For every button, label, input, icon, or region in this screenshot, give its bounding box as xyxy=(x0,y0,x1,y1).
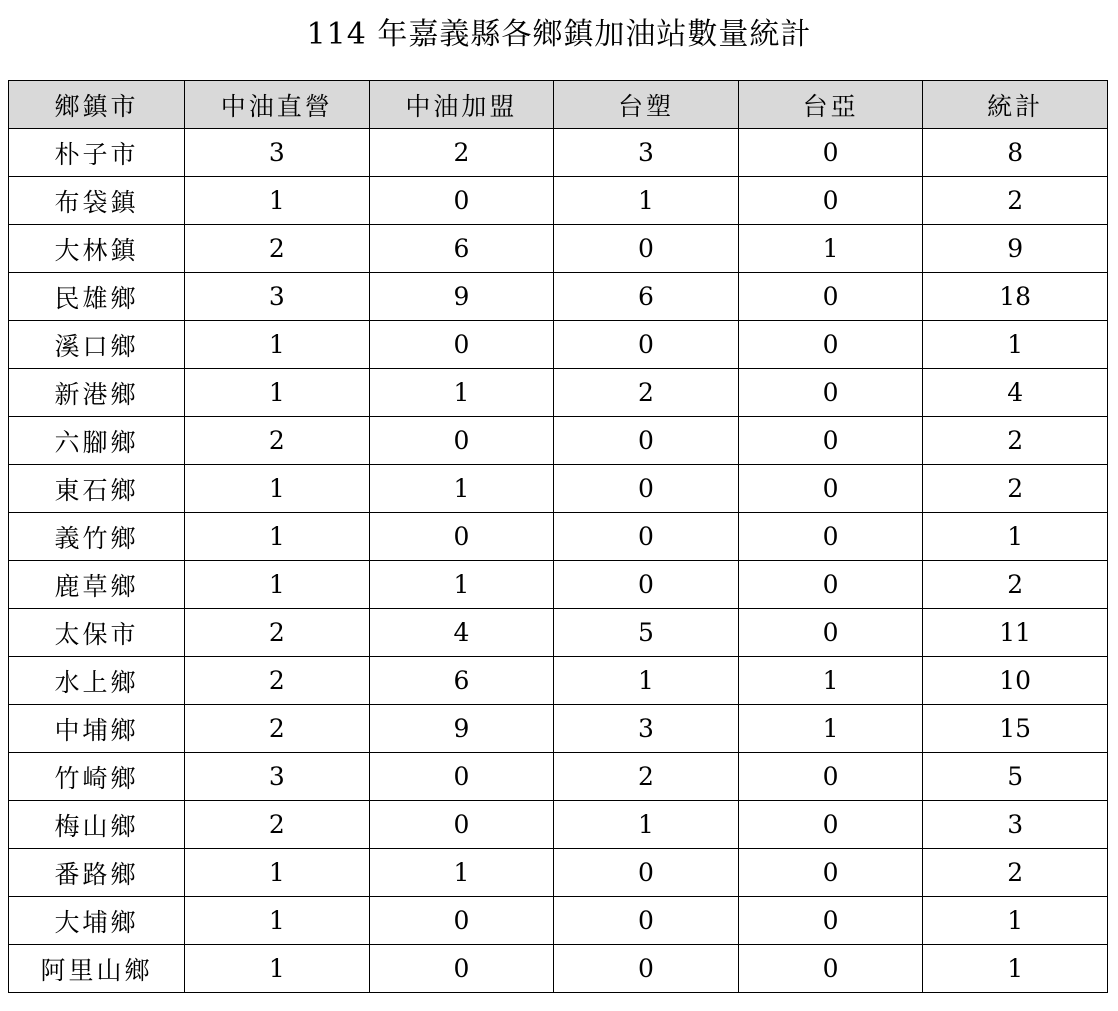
cell-nptc: 0 xyxy=(738,369,923,417)
cell-total: 2 xyxy=(923,849,1108,897)
cell-township: 大林鎮 xyxy=(9,225,185,273)
cell-cpc-franchise: 6 xyxy=(369,657,554,705)
cell-total: 1 xyxy=(923,897,1108,945)
table-row xyxy=(9,849,1108,897)
cell-nptc: 0 xyxy=(738,513,923,561)
cell-formosa: 0 xyxy=(554,945,739,993)
cell-nptc: 0 xyxy=(738,417,923,465)
cell-total: 10 xyxy=(923,657,1108,705)
cell-cpc-franchise: 9 xyxy=(369,273,554,321)
cell-formosa: 2 xyxy=(554,369,739,417)
table-row xyxy=(9,177,1108,225)
cell-nptc: 1 xyxy=(738,225,923,273)
cell-cpc-franchise: 1 xyxy=(369,849,554,897)
cell-cpc-direct: 1 xyxy=(185,177,370,225)
cell-formosa: 0 xyxy=(554,465,739,513)
table-row xyxy=(9,945,1108,993)
cell-cpc-direct: 2 xyxy=(185,801,370,849)
cell-township: 水上鄉 xyxy=(9,657,185,705)
cell-nptc: 0 xyxy=(738,273,923,321)
cell-township: 新港鄉 xyxy=(9,369,185,417)
cell-formosa: 0 xyxy=(554,561,739,609)
table-row xyxy=(9,897,1108,945)
cell-cpc-direct: 1 xyxy=(185,321,370,369)
table-row xyxy=(9,753,1108,801)
table-row xyxy=(9,561,1108,609)
cell-cpc-franchise: 0 xyxy=(369,321,554,369)
cell-township: 義竹鄉 xyxy=(9,513,185,561)
table-header xyxy=(9,81,1108,129)
cell-formosa: 0 xyxy=(554,417,739,465)
cell-formosa: 0 xyxy=(554,225,739,273)
cell-total: 11 xyxy=(923,609,1108,657)
table-row xyxy=(9,417,1108,465)
header-total: 統計 xyxy=(923,81,1108,129)
cell-total: 15 xyxy=(923,705,1108,753)
cell-nptc: 0 xyxy=(738,609,923,657)
cell-township: 朴子市 xyxy=(9,129,185,177)
cell-cpc-direct: 1 xyxy=(185,945,370,993)
cell-township: 梅山鄉 xyxy=(9,801,185,849)
cell-township: 太保市 xyxy=(9,609,185,657)
cell-total: 1 xyxy=(923,945,1108,993)
cell-cpc-direct: 3 xyxy=(185,129,370,177)
table-row xyxy=(9,369,1108,417)
cell-total: 5 xyxy=(923,753,1108,801)
table-body xyxy=(9,129,1108,993)
cell-total: 1 xyxy=(923,513,1108,561)
cell-total: 18 xyxy=(923,273,1108,321)
cell-cpc-direct: 2 xyxy=(185,705,370,753)
cell-cpc-franchise: 0 xyxy=(369,513,554,561)
cell-total: 4 xyxy=(923,369,1108,417)
cell-formosa: 1 xyxy=(554,801,739,849)
cell-nptc: 0 xyxy=(738,849,923,897)
cell-township: 布袋鎮 xyxy=(9,177,185,225)
cell-nptc: 0 xyxy=(738,129,923,177)
header-nptc: 台亞 xyxy=(738,81,923,129)
table-row xyxy=(9,129,1108,177)
table-row xyxy=(9,465,1108,513)
header-cpc-direct: 中油直營 xyxy=(185,81,370,129)
cell-formosa: 0 xyxy=(554,897,739,945)
cell-township: 大埔鄉 xyxy=(9,897,185,945)
cell-cpc-direct: 2 xyxy=(185,225,370,273)
cell-total: 2 xyxy=(923,561,1108,609)
table-row xyxy=(9,513,1108,561)
cell-cpc-franchise: 0 xyxy=(369,897,554,945)
cell-township: 溪口鄉 xyxy=(9,321,185,369)
cell-cpc-franchise: 2 xyxy=(369,129,554,177)
table-row xyxy=(9,801,1108,849)
cell-cpc-franchise: 1 xyxy=(369,465,554,513)
table-row xyxy=(9,705,1108,753)
cell-cpc-franchise: 0 xyxy=(369,753,554,801)
cell-cpc-direct: 1 xyxy=(185,465,370,513)
cell-total: 2 xyxy=(923,177,1108,225)
cell-formosa: 0 xyxy=(554,321,739,369)
cell-total: 1 xyxy=(923,321,1108,369)
cell-cpc-direct: 2 xyxy=(185,417,370,465)
cell-nptc: 0 xyxy=(738,945,923,993)
cell-township: 鹿草鄉 xyxy=(9,561,185,609)
cell-cpc-franchise: 0 xyxy=(369,801,554,849)
cell-cpc-franchise: 9 xyxy=(369,705,554,753)
cell-formosa: 2 xyxy=(554,753,739,801)
cell-formosa: 0 xyxy=(554,513,739,561)
cell-total: 3 xyxy=(923,801,1108,849)
header-row xyxy=(9,81,1108,129)
cell-cpc-franchise: 0 xyxy=(369,417,554,465)
cell-township: 番路鄉 xyxy=(9,849,185,897)
cell-township: 阿里山鄉 xyxy=(9,945,185,993)
cell-township: 竹崎鄉 xyxy=(9,753,185,801)
cell-township: 六腳鄉 xyxy=(9,417,185,465)
cell-formosa: 1 xyxy=(554,177,739,225)
header-formosa: 台塑 xyxy=(554,81,739,129)
cell-township: 中埔鄉 xyxy=(9,705,185,753)
cell-cpc-franchise: 1 xyxy=(369,561,554,609)
header-township: 鄉鎮市 xyxy=(9,81,185,129)
cell-nptc: 0 xyxy=(738,561,923,609)
page-title: 114 年嘉義縣各鄉鎮加油站數量統計 xyxy=(306,17,812,52)
cell-cpc-direct: 1 xyxy=(185,561,370,609)
cell-cpc-franchise: 1 xyxy=(369,369,554,417)
cell-formosa: 3 xyxy=(554,129,739,177)
cell-cpc-direct: 3 xyxy=(185,273,370,321)
cell-cpc-direct: 1 xyxy=(185,513,370,561)
table-row xyxy=(9,273,1108,321)
cell-nptc: 0 xyxy=(738,897,923,945)
cell-nptc: 0 xyxy=(738,753,923,801)
header-cpc-franchise: 中油加盟 xyxy=(369,81,554,129)
cell-township: 民雄鄉 xyxy=(9,273,185,321)
cell-cpc-franchise: 0 xyxy=(369,177,554,225)
cell-cpc-franchise: 0 xyxy=(369,945,554,993)
cell-nptc: 1 xyxy=(738,657,923,705)
cell-nptc: 1 xyxy=(738,705,923,753)
table-row xyxy=(9,657,1108,705)
cell-nptc: 0 xyxy=(738,465,923,513)
cell-cpc-direct: 1 xyxy=(185,897,370,945)
cell-formosa: 6 xyxy=(554,273,739,321)
cell-cpc-direct: 3 xyxy=(185,753,370,801)
cell-total: 8 xyxy=(923,129,1108,177)
cell-cpc-franchise: 4 xyxy=(369,609,554,657)
cell-nptc: 0 xyxy=(738,177,923,225)
cell-nptc: 0 xyxy=(738,321,923,369)
cell-cpc-direct: 1 xyxy=(185,849,370,897)
table-row xyxy=(9,609,1108,657)
cell-formosa: 5 xyxy=(554,609,739,657)
cell-cpc-direct: 2 xyxy=(185,609,370,657)
cell-formosa: 0 xyxy=(554,849,739,897)
cell-total: 2 xyxy=(923,417,1108,465)
cell-township: 東石鄉 xyxy=(9,465,185,513)
table-row xyxy=(9,321,1108,369)
cell-cpc-direct: 1 xyxy=(185,369,370,417)
gas-station-stats-table xyxy=(8,80,1108,993)
cell-formosa: 3 xyxy=(554,705,739,753)
cell-cpc-franchise: 6 xyxy=(369,225,554,273)
cell-total: 9 xyxy=(923,225,1108,273)
cell-cpc-direct: 2 xyxy=(185,657,370,705)
cell-total: 2 xyxy=(923,465,1108,513)
cell-formosa: 1 xyxy=(554,657,739,705)
cell-nptc: 0 xyxy=(738,801,923,849)
table-row xyxy=(9,225,1108,273)
